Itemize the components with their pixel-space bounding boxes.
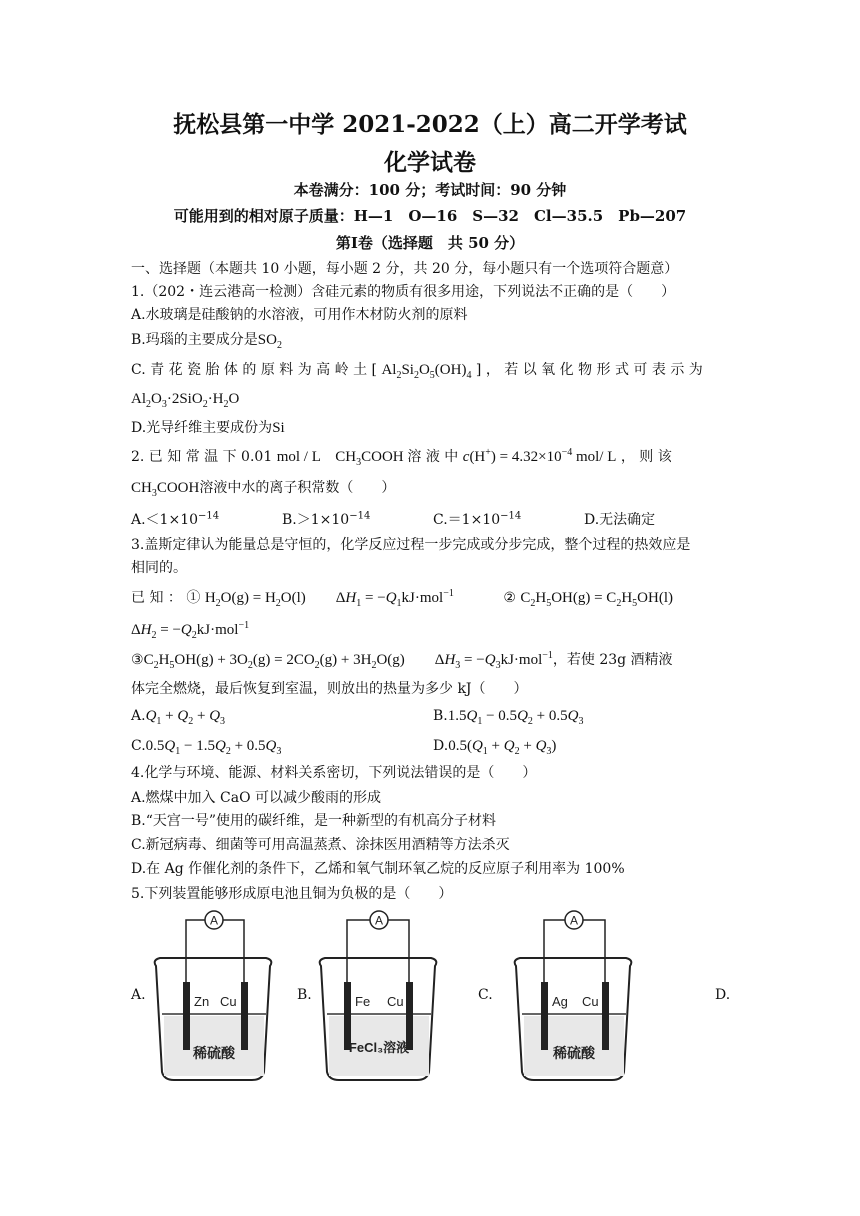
paper-title: 化学试卷 [384, 149, 476, 176]
q4-option-d: D.在 Ag 作催化剂的条件下，乙烯和氧气制环氧乙烷的反应原子利用率为 100% [131, 861, 625, 877]
q5-option-b-label: B. [297, 987, 312, 1003]
q5-option-d-label: D. [715, 987, 731, 1003]
wire-left [347, 920, 370, 986]
q3-option-a: $A.Q_1 + Q_2 + Q_3$ [131, 708, 226, 727]
ammeter-label: A [569, 913, 579, 928]
beaker-b [320, 911, 437, 1080]
solution-label: 稀硫酸 [553, 1045, 595, 1061]
q3-delta-h2: $\Delta H_2 = -Q_2kJ\cdot mol^{-1}$ [131, 620, 250, 641]
q3-stem-2: 相同的。 [131, 560, 187, 576]
wire-left [544, 920, 565, 986]
q2-option-d: D.无法确定 [584, 512, 656, 528]
wire-right [223, 920, 244, 986]
electrode-right-label: Cu [387, 994, 404, 1009]
electrode-left [541, 982, 548, 1050]
electrode-right [241, 982, 248, 1050]
q4-option-b: B.“天宫一号”使用的碳纤维，是一种新型的有机高分子材料 [131, 813, 497, 829]
electrode-left [183, 982, 190, 1050]
q2-option-c: $C.=1\times 10^{-14}$ [433, 510, 522, 528]
q1-option-c-formula: $Al_2O_3\cdot 2SiO_2\cdot H_2O$ [131, 391, 240, 410]
electrode-left-label: Ag [552, 994, 568, 1009]
q1-option-c: C. 青 花 瓷 胎 体 的 原 料 为 高 岭 土 [ $Al_2Si_2O_5(OH)_4$ ] ， 若 以 氧 化 物 形 式 可 表 示 为 [131, 362, 703, 381]
q5-option-c-label: C. [478, 987, 493, 1003]
q3-option-b: $B.1.5Q_1 - 0.5Q_2 + 0.5Q_3$ [433, 708, 584, 727]
q2-stem-line2: $CH_3COOH$溶液中水的离子积常数（ ） [131, 480, 396, 499]
beaker-c [515, 911, 632, 1080]
beaker-a [155, 911, 272, 1080]
q1-option-b: B.玛瑙的主要成分是$SO_2$ [131, 332, 282, 351]
ammeter-label: A [374, 913, 384, 928]
q5-option-a-label: A. [131, 987, 146, 1003]
q4-option-a: A.燃煤中加入 CaO 可以减少酸雨的形成 [131, 790, 381, 806]
wire-left [186, 920, 205, 986]
q3-stem-4: 体完全燃烧，最后恢复到室温，则放出的热量为多少 kJ（ ） [131, 681, 528, 697]
q1-stem: 1.（202・连云港高一检测）含硅元素的物质有很多用途，下列说法不正确的是（ ） [131, 284, 676, 300]
score-time: 本卷满分：100 分；考试时间：90 分钟 [293, 181, 567, 199]
atomic-masses: 可能用到的相对原子质量：H—1 O—16 S—32 Cl—35.5 Pb—207 [173, 207, 687, 225]
q5-stem: 5.下列装置能够形成原电池且铜为负极的是（ ） [131, 886, 453, 902]
electrode-left-label: Zn [194, 994, 210, 1009]
q3-option-d: $D.0.5(Q_1 + Q_2 + Q_3)$ [433, 738, 557, 757]
q3-equation-1-2: 已 知 ： ① $H_2O(g) = H_2O(l)$ $\Delta H_1 = -Q_1kJ\cdot mol^{-1}$ ② $C_2H_5OH(g) = C_2H_5OH(l)$ [131, 588, 673, 609]
q1-option-a: A.水玻璃是硅酸钠的水溶液，可用作木材防火剂的原料 [131, 307, 468, 323]
wire-right [388, 920, 409, 986]
beaker-b-diagram [313, 908, 443, 1086]
electrode-left-label: Fe [355, 994, 371, 1009]
electrode-right-label: Cu [220, 994, 237, 1009]
q4-stem: 4.化学与环境、能源、材料关系密切，下列说法错误的是（ ） [131, 765, 537, 781]
q3-option-c: $C.0.5Q_1 - 1.5Q_2 + 0.5Q_3$ [131, 738, 282, 757]
wire-right [583, 920, 605, 986]
ammeter-label: A [209, 913, 219, 928]
beaker-c-diagram [508, 908, 638, 1086]
q2-option-b: $B.>1\times 10^{-14}$ [282, 510, 371, 528]
q3-equation-3: $③C_2H_5OH(g) + 3O_2(g) = 2CO_2(g) + 3H_2O(g)$ $\Delta H_3 = -Q_3kJ\cdot mol^{-1}$，若使 23g 酒精液 [131, 650, 673, 671]
school-title: 抚松县第一中学 2021-2022（上）高二开学考试 [173, 111, 687, 138]
q2-stem: 2. 已 知 常 温 下 0.01 mol / L $CH_3COOH$ 溶 液 中 $c(H^+) = 4.32\times 10^{-4}$ mol/ L ， 则 该 [131, 447, 672, 468]
solution-label: 稀硫酸 [193, 1045, 235, 1061]
q4-option-c: C.新冠病毒、细菌等可用高温蒸煮、涂抹医用酒精等方法杀灭 [131, 837, 510, 853]
solution-label: FeCl₃溶液 [348, 1040, 410, 1055]
q1-option-d: D.光导纤维主要成份为Si [131, 420, 285, 436]
section-intro: 一、选择题（本题共 10 小题，每小题 2 分，共 20 分，每小题只有一个选项符合题意） [131, 261, 679, 277]
beaker-a-diagram [148, 908, 278, 1086]
q3-stem-1: 3.盖斯定律认为能量总是守恒的，化学反应过程一步完成或分步完成，整个过程的热效应是 [131, 537, 691, 553]
part-title: 第Ⅰ卷（选择题 共 50 分） [335, 234, 525, 252]
q2-option-a: $A.<1\times 10^{-14}$ [131, 510, 220, 528]
electrode-right-label: Cu [582, 994, 599, 1009]
electrode-right [602, 982, 609, 1050]
